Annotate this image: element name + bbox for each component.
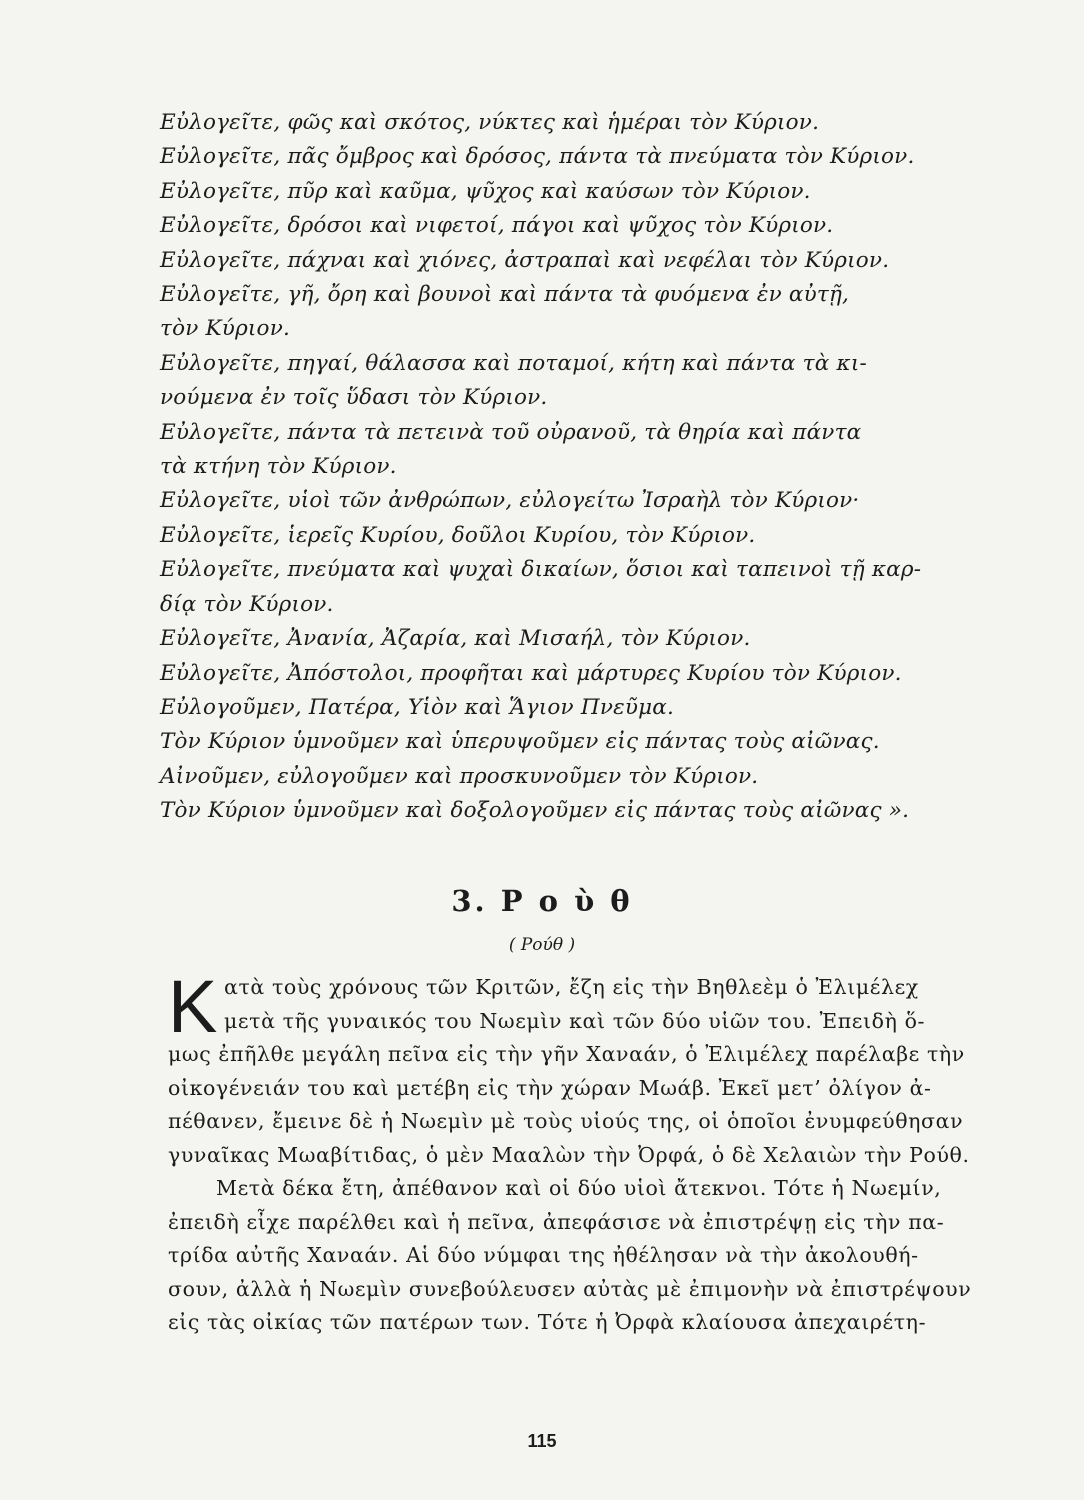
hymn-line: Εὐλογεῖτε, πάντα τὰ πετεινὰ τοῦ οὐρανοῦ, τὰ θηρία καὶ πάντα [160,419,862,445]
hymn-line: Αἰνοῦμεν, εὐλογοῦμεν καὶ προσκυνοῦμεν τὸν Κύριον. [160,763,759,789]
hymn-line: τὸν Κύριον. [160,316,290,342]
prose-line: οἰκογένειάν του καὶ μετέβη εἰς τὴν χώραν Μωάβ. Ἐκεῖ μετ’ ὀλίγον ἀ- [168,1075,932,1100]
hymn-line: Εὐλογεῖτε, ἱερεῖς Κυρίου, δοῦλοι Κυρίου, τὸν Κύριον. [160,522,756,548]
hymn-line: τὰ κτήνη τὸν Κύριον. [160,454,397,480]
hymn-line: Εὐλογεῖτε, Ἀπόστολοι, προφῆται καὶ μάρτυρες Κυρίου τὸν Κύριον. [160,660,902,686]
hymn-line: νούμενα ἐν τοῖς ὕδασι τὸν Κύριον. [160,385,548,411]
hymn-line: Εὐλογεῖτε, πάχναι καὶ χιόνες, ἀστραπαὶ καὶ νεφέλαι τὸν Κύριον. [160,247,890,273]
section-subheading: ( Ρούθ ) [508,935,576,955]
prose-line: μως ἐπῆλθε μεγάλη πεῖνα εἰς τὴν γῆν Χαναάν, ὁ Ἐλιμέλεχ παρέλαβε τὴν [168,1042,965,1066]
prose-line: εἰς τὰς οἰκίας τῶν πατέρων των. Τότε ἡ Ὀρφὰ κλαίουσα ἀπεχαιρέτη- [168,1310,927,1334]
hymn-line: δίᾳ τὸν Κύριον. [160,591,334,617]
hymn-line: Τὸν Κύριον ὑμνοῦμεν καὶ ὑπερυψοῦμεν εἰς πάντας τοὺς αἰῶνας. [160,729,880,755]
hymn-line: Εὐλογεῖτε, πᾶς ὄμβρος καὶ δρόσος, πάντα τὰ πνεύματα τὸν Κύριον. [160,144,915,170]
hymn-line: Εὐλογεῖτε, φῶς καὶ σκότος, νύκτες καὶ ἡμέραι τὸν Κύριον. [160,110,820,135]
page-number: 115 [527,1431,557,1451]
hymn-line: Εὐλογεῖτε, πῦρ καὶ καῦμα, ψῦχος καὶ καύσων τὸν Κύριον. [160,178,811,204]
prose-line: πέθανεν, ἔμεινε δὲ ἡ Νωεμὶν μὲ τοὺς υἱούς της, οἱ ὁποῖοι ἐνυμφεύθησαν [168,1109,964,1133]
prose-line: σουν, ἀλλὰ ἡ Νωεμὶν συνεβούλευσεν αὐτὰς μὲ ἐπιμονὴν νὰ ἐπιστρέψουν [168,1276,972,1301]
hymn-line: Εὐλογεῖτε, πνεύματα καὶ ψυχαὶ δικαίων, ὅσιοι καὶ ταπεινοὶ τῇ καρ- [160,557,922,583]
hymn-line: Εὐλογεῖτε, υἱοὶ τῶν ἀνθρώπων, εὐλογείτω Ἰσραὴλ τὸν Κύριον· [160,488,860,514]
hymn-line: Εὐλογεῖτε, πηγαί, θάλασσα καὶ ποταμοί, κήτη καὶ πάντα τὰ κι- [160,350,867,376]
hymn-line: Εὐλογεῖτε, γῆ, ὄρη καὶ βουνοὶ καὶ πάντα τὰ φυόμενα ἐν αὐτῇ, [160,282,850,308]
prose-line: μετὰ τῆς γυναικός του Νωεμὶν καὶ τῶν δύο υἱῶν του. Ἐπειδὴ ὅ- [224,1008,926,1033]
hymn-verses [160,106,950,829]
section-heading: 3. Ρ ο ὺ θ [451,884,633,918]
prose-line: τρίδα αὐτῆς Χαναάν. Αἱ δύο νύμφαι της ἠθέλησαν νὰ τὴν ἀκολουθή- [168,1243,919,1267]
prose-line: Μετὰ δέκα ἔτη, ἀπέθανον καὶ οἱ δύο υἱοὶ ἄτεκνοι. Τότε ἡ Νωεμίν, [216,1176,942,1200]
hymn-line: Τὸν Κύριον ὑμνοῦμεν καὶ δοξολογοῦμεν εἰς πάντας τοὺς αἰῶνας ». [160,798,910,824]
drop-cap-letter: Κ [168,965,218,1048]
prose-line: ατὰ τοὺς χρόνους τῶν Κριτῶν, ἔζη εἰς τὴν Βηθλεὲμ ὁ Ἐλιμέλεχ [224,975,919,999]
hymn-line: Εὐλογεῖτε, δρόσοι καὶ νιφετοί, πάγοι καὶ ψῦχος τὸν Κύριον. [160,213,834,239]
prose-line: γυναῖκας Μωαβίτιδας, ὁ μὲν Μααλὼν τὴν Ὀρφά, ὁ δὲ Χελαιὼν τὴν Ρούθ. [168,1142,970,1167]
hymn-line: Εὐλογοῦμεν, Πατέρα, Υἱὸν καὶ Ἅγιον Πνεῦμα. [160,694,675,720]
prose-line: ἐπειδὴ εἶχε παρέλθει καὶ ἡ πεῖνα, ἀπεφάσισε νὰ ἐπιστρέψῃ εἰς τὴν πα- [168,1209,945,1234]
hymn-line: Εὐλογεῖτε, Ἀνανία, Ἀζαρία, καὶ Μισαήλ, τὸν Κύριον. [160,626,751,652]
story-paragraphs [168,965,972,1340]
